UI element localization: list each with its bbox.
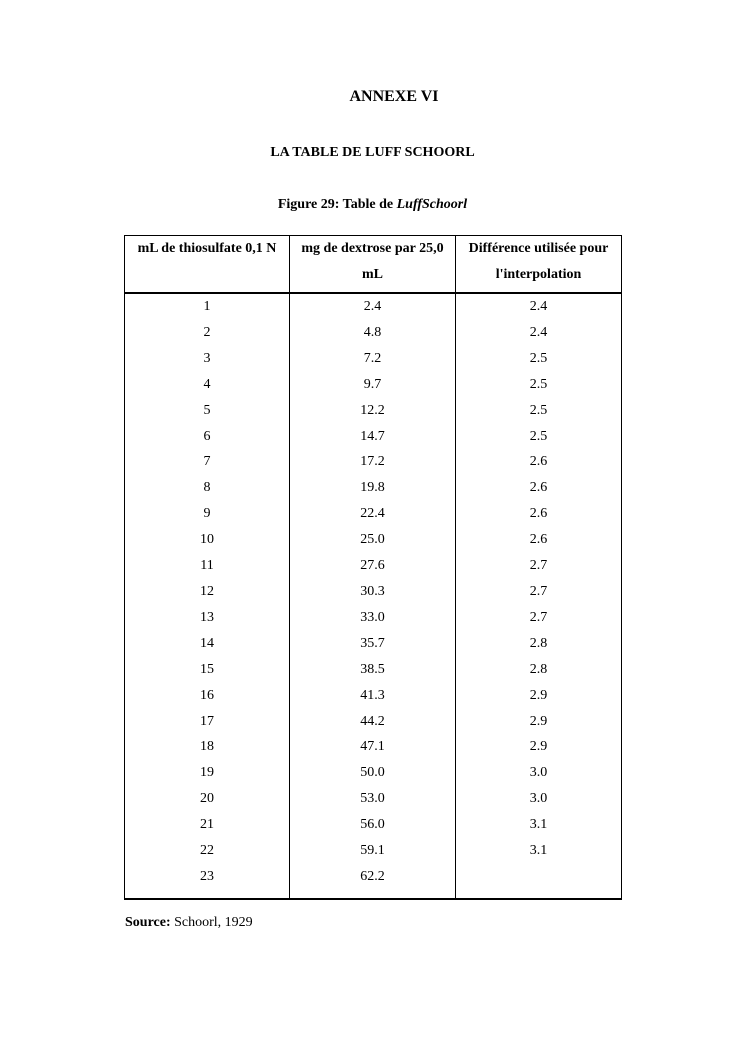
cell-difference: 2.5 xyxy=(456,372,622,398)
cell-difference: 2.7 xyxy=(456,553,622,579)
cell-dextrose: 35.7 xyxy=(290,631,456,657)
table-row xyxy=(125,683,622,709)
cell-difference: 2.9 xyxy=(456,709,622,735)
cell-thiosulfate: 18 xyxy=(125,734,290,760)
header-dextrose: mg de dextrose par 25,0 mL xyxy=(290,236,456,294)
table-row xyxy=(125,760,622,786)
table-row xyxy=(125,605,622,631)
table-row xyxy=(125,864,622,899)
cell-difference: 2.4 xyxy=(456,320,622,346)
table-row xyxy=(125,786,622,812)
table-body xyxy=(125,293,622,899)
figure-caption xyxy=(0,197,745,213)
cell-dextrose: 19.8 xyxy=(290,475,456,501)
cell-thiosulfate: 1 xyxy=(125,293,290,320)
cell-dextrose: 27.6 xyxy=(290,553,456,579)
table-row xyxy=(125,293,622,320)
cell-thiosulfate: 6 xyxy=(125,424,290,450)
cell-difference: 2.7 xyxy=(456,579,622,605)
table-row xyxy=(125,579,622,605)
cell-dextrose: 2.4 xyxy=(290,293,456,320)
table-row xyxy=(125,501,622,527)
cell-difference: 2.8 xyxy=(456,657,622,683)
cell-thiosulfate: 17 xyxy=(125,709,290,735)
table-row xyxy=(125,527,622,553)
cell-thiosulfate: 7 xyxy=(125,449,290,475)
cell-thiosulfate: 10 xyxy=(125,527,290,553)
cell-thiosulfate: 20 xyxy=(125,786,290,812)
cell-difference: 3.0 xyxy=(456,786,622,812)
cell-thiosulfate: 12 xyxy=(125,579,290,605)
table-row xyxy=(125,372,622,398)
cell-dextrose: 25.0 xyxy=(290,527,456,553)
cell-thiosulfate: 21 xyxy=(125,812,290,838)
table-row xyxy=(125,838,622,864)
cell-difference: 2.5 xyxy=(456,346,622,372)
table-row xyxy=(125,449,622,475)
cell-dextrose: 12.2 xyxy=(290,398,456,424)
table-row xyxy=(125,631,622,657)
cell-thiosulfate: 11 xyxy=(125,553,290,579)
cell-dextrose: 33.0 xyxy=(290,605,456,631)
table-row xyxy=(125,812,622,838)
cell-difference: 3.0 xyxy=(456,760,622,786)
table-row xyxy=(125,346,622,372)
cell-dextrose: 56.0 xyxy=(290,812,456,838)
cell-difference: 2.9 xyxy=(456,734,622,760)
table-row xyxy=(125,475,622,501)
header-thiosulfate: mL de thiosulfate 0,1 N xyxy=(125,236,290,294)
luff-schoorl-table xyxy=(124,235,622,900)
cell-difference: 2.5 xyxy=(456,424,622,450)
cell-difference: 2.6 xyxy=(456,501,622,527)
cell-thiosulfate: 13 xyxy=(125,605,290,631)
table-row xyxy=(125,320,622,346)
table-title: LA TABLE DE LUFF SCHOORL xyxy=(270,145,475,160)
cell-thiosulfate: 22 xyxy=(125,838,290,864)
cell-difference: 3.1 xyxy=(456,812,622,838)
cell-thiosulfate: 16 xyxy=(125,683,290,709)
cell-thiosulfate: 19 xyxy=(125,760,290,786)
table-row xyxy=(125,398,622,424)
cell-difference: 2.9 xyxy=(456,683,622,709)
cell-dextrose: 50.0 xyxy=(290,760,456,786)
cell-difference: 2.6 xyxy=(456,527,622,553)
cell-dextrose: 17.2 xyxy=(290,449,456,475)
figure-caption-italic-name: LuffSchoorl xyxy=(396,197,468,212)
cell-difference: 2.6 xyxy=(456,449,622,475)
cell-difference: 2.4 xyxy=(456,293,622,320)
cell-thiosulfate: 2 xyxy=(125,320,290,346)
cell-dextrose: 44.2 xyxy=(290,709,456,735)
cell-dextrose: 53.0 xyxy=(290,786,456,812)
table-row xyxy=(125,734,622,760)
table-row xyxy=(125,657,622,683)
table-row xyxy=(125,424,622,450)
cell-thiosulfate: 8 xyxy=(125,475,290,501)
annex-title: ANNEXE VI xyxy=(349,88,439,105)
cell-dextrose: 9.7 xyxy=(290,372,456,398)
source-label: Source: xyxy=(125,915,171,930)
cell-thiosulfate: 9 xyxy=(125,501,290,527)
source-note xyxy=(125,915,253,931)
cell-dextrose: 59.1 xyxy=(290,838,456,864)
cell-dextrose: 7.2 xyxy=(290,346,456,372)
cell-difference xyxy=(456,864,622,899)
cell-thiosulfate: 3 xyxy=(125,346,290,372)
cell-difference: 2.5 xyxy=(456,398,622,424)
cell-dextrose: 38.5 xyxy=(290,657,456,683)
cell-dextrose: 30.3 xyxy=(290,579,456,605)
cell-difference: 2.7 xyxy=(456,605,622,631)
cell-difference: 3.1 xyxy=(456,838,622,864)
cell-dextrose: 22.4 xyxy=(290,501,456,527)
cell-dextrose: 4.8 xyxy=(290,320,456,346)
cell-thiosulfate: 14 xyxy=(125,631,290,657)
cell-difference: 2.6 xyxy=(456,475,622,501)
cell-thiosulfate: 15 xyxy=(125,657,290,683)
cell-difference: 2.8 xyxy=(456,631,622,657)
source-text: Schoorl, 1929 xyxy=(170,915,253,930)
table-row xyxy=(125,553,622,579)
cell-dextrose: 41.3 xyxy=(290,683,456,709)
header-difference: Différence utilisée pour l'interpolation xyxy=(456,236,622,294)
cell-dextrose: 14.7 xyxy=(290,424,456,450)
cell-dextrose: 62.2 xyxy=(290,864,456,899)
cell-dextrose: 47.1 xyxy=(290,734,456,760)
figure-caption-prefix: Figure 29: Table de xyxy=(277,197,397,212)
table-row xyxy=(125,709,622,735)
cell-thiosulfate: 4 xyxy=(125,372,290,398)
table-header-row xyxy=(125,236,622,294)
cell-thiosulfate: 23 xyxy=(125,864,290,899)
cell-thiosulfate: 5 xyxy=(125,398,290,424)
